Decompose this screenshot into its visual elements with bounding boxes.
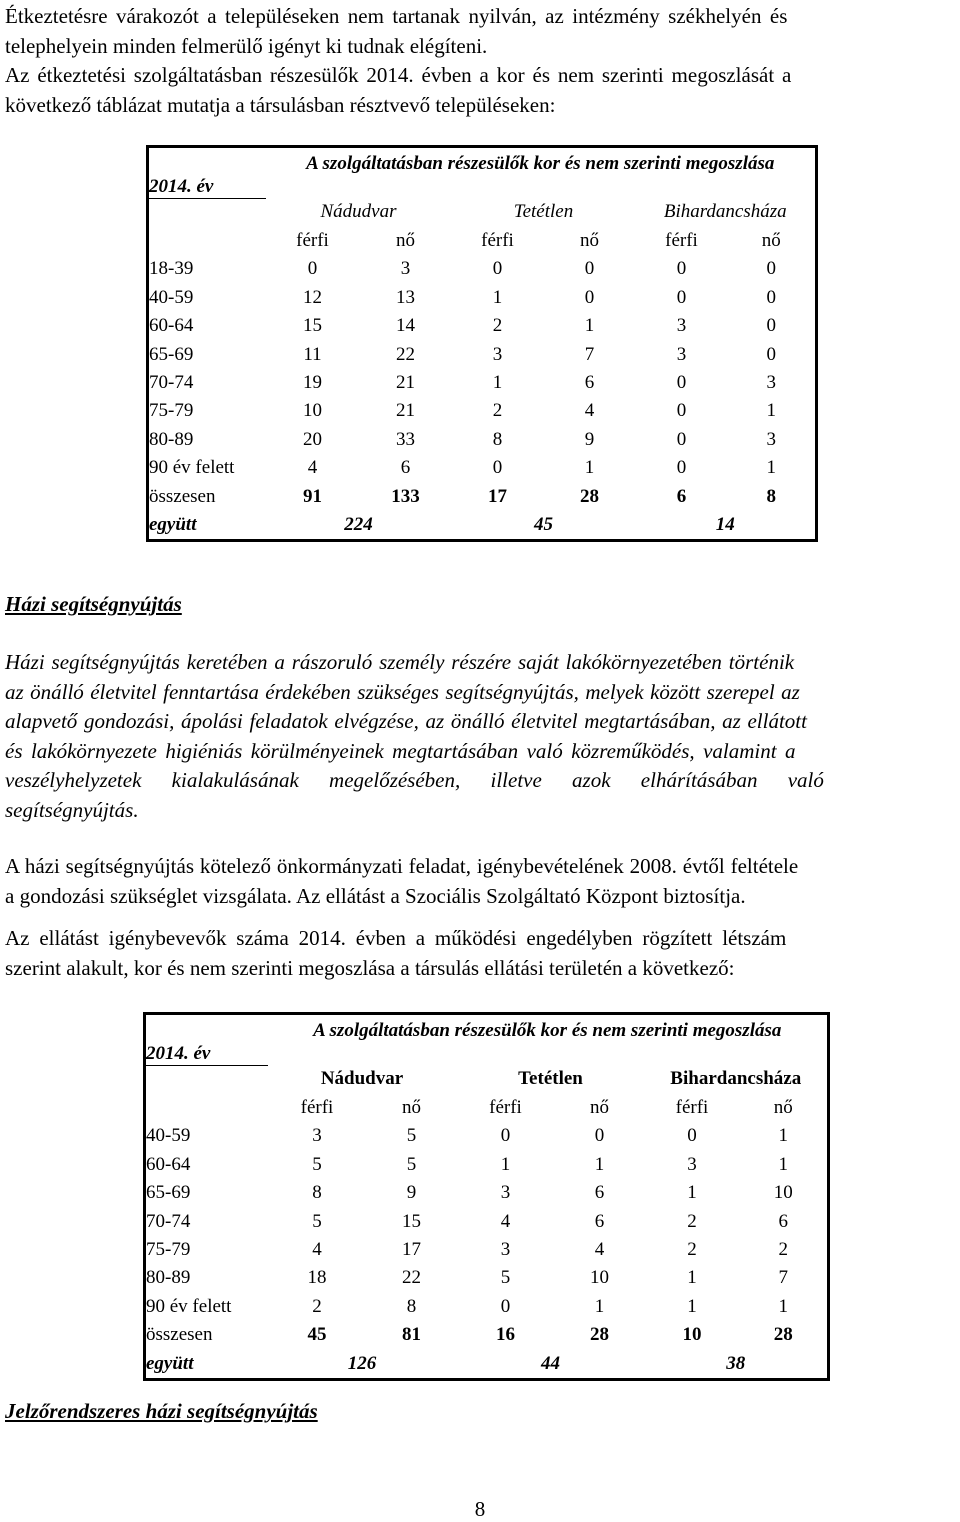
gender-header: nő — [396, 230, 415, 252]
table-row — [145, 1179, 829, 1207]
cell: 8 — [406, 1295, 417, 1317]
cell: 6 — [740, 1207, 829, 1235]
cell: 22 — [396, 343, 415, 365]
table-row — [145, 1264, 829, 1292]
cell: 0 — [500, 1295, 511, 1317]
total-row — [145, 1321, 829, 1349]
age-group-label: 60-64 — [148, 312, 266, 340]
cell: 0 — [492, 258, 503, 280]
cell: 1 — [740, 1293, 829, 1321]
age-group-label: 90 év felett — [145, 1293, 268, 1321]
cell: 45 — [307, 1324, 327, 1346]
cell: 0 — [728, 284, 817, 312]
cell: 10 — [303, 400, 322, 422]
cell: 0 — [584, 258, 595, 280]
cell: 17 — [402, 1239, 421, 1261]
cell: 0 — [676, 372, 687, 394]
cell: 0 — [676, 400, 687, 422]
cell: 9 — [406, 1182, 417, 1204]
together-row — [148, 511, 817, 541]
paragraph-line: Házi segítségnyújtás keretében a rászoruló személy részére saját lakókörnyezetében történik — [5, 650, 795, 674]
settlement-header: Tetétlen — [513, 201, 574, 223]
cell: 8 — [312, 1182, 322, 1204]
cell: 12 — [303, 286, 322, 308]
cell: 81 — [402, 1324, 421, 1346]
age-group-label: 65-69 — [148, 340, 266, 368]
cell: 8 — [728, 482, 817, 510]
cell: 0 — [728, 255, 817, 283]
cell: 1 — [500, 1153, 511, 1175]
age-group-label: 60-64 — [145, 1151, 268, 1179]
cell: 20 — [303, 428, 322, 450]
age-group-label: 40-59 — [145, 1122, 268, 1150]
cell: 3 — [312, 1125, 322, 1147]
meals-distribution-table — [146, 145, 818, 542]
cell: 2 — [492, 400, 503, 422]
table-row — [148, 312, 817, 340]
cell: 15 — [402, 1210, 421, 1232]
table-row — [145, 1293, 829, 1321]
together-label: együtt — [145, 1349, 268, 1379]
gender-header: nő — [728, 227, 817, 255]
intro-line: Az étkeztetési szolgáltatásban részesülők 2014. évben a kor és nem szerinti megoszlását a — [5, 63, 792, 87]
cell: 38 — [645, 1349, 829, 1379]
intro-line: telephelyein minden felmerülő igényt ki tudnak elégíteni. — [5, 33, 488, 58]
intro-paragraph — [5, 2, 955, 120]
age-group-label: 80-89 — [148, 426, 266, 454]
cell: 0 — [500, 1125, 511, 1147]
cell: 0 — [676, 286, 687, 308]
cell: 3 — [728, 426, 817, 454]
cell: 1 — [492, 286, 503, 308]
cell: 13 — [396, 286, 415, 308]
age-group-label: 75-79 — [148, 397, 266, 425]
gender-header: férfi — [675, 1097, 709, 1119]
section-heading: Jelzőrendszeres házi segítségnyújtás — [5, 1399, 318, 1423]
home-care-distribution-table — [143, 1012, 830, 1381]
cell: 5 — [312, 1153, 322, 1175]
table-row — [145, 1207, 829, 1235]
cell: 2 — [492, 315, 503, 337]
gender-header: nő — [590, 1097, 609, 1119]
cell: 5 — [500, 1267, 511, 1289]
cell: 3 — [500, 1239, 511, 1261]
cell: 7 — [740, 1264, 829, 1292]
intro-line: Étkeztetésre várakozót a településeken nem tartanak nyilván, az intézmény székhelyén és — [5, 4, 788, 28]
cell: 224 — [266, 511, 452, 541]
cell: 1 — [728, 397, 817, 425]
cell: 91 — [303, 485, 322, 507]
gender-header: férfi — [296, 230, 329, 252]
cell: 11 — [303, 343, 322, 365]
cell: 18 — [307, 1267, 327, 1289]
table-row — [148, 426, 817, 454]
settlement-header: Nádudvar — [320, 201, 397, 223]
table-title: A szolgáltatásban részesülők kor és nem szerinti megoszlása — [266, 147, 817, 181]
cell: 0 — [676, 258, 687, 280]
intro-line: következő táblázat mutatja a társulásban résztvevő településeken: — [5, 92, 556, 117]
cell: 1 — [584, 315, 595, 337]
paragraph-line: A házi segítségnyújtás kötelező önkormányzati feladat, igénybevételének 2008. évtől feltétele — [5, 854, 799, 878]
age-group-label: 75-79 — [145, 1236, 268, 1264]
cell: 14 — [636, 511, 817, 541]
settlement-header: Tetétlen — [518, 1068, 583, 1090]
cell: 126 — [268, 1349, 457, 1379]
cell: 2 — [687, 1239, 697, 1261]
table-row — [148, 454, 817, 482]
cell: 3 — [687, 1153, 697, 1175]
paragraph-line: veszélyhelyzetek kialakulásának megelőzésében, illetve azok elhárításában való — [5, 768, 824, 792]
table-row — [145, 1236, 829, 1264]
year-label: 2014. év — [148, 147, 266, 199]
age-group-label: 90 év felett — [148, 454, 266, 482]
cell: 2 — [740, 1236, 829, 1264]
cell: 19 — [303, 372, 322, 394]
cell: 8 — [492, 428, 503, 450]
gender-header: nő — [740, 1094, 829, 1122]
cell: 6 — [594, 1182, 605, 1204]
cell: 1 — [687, 1295, 697, 1317]
year-label: 2014. év — [145, 1014, 268, 1066]
paragraph-line: az önálló életvitel fenntartása érdekében szükséges segítségnyújtás, melyek között szerepel az — [5, 679, 800, 704]
cell: 6 — [594, 1210, 605, 1232]
cell: 16 — [496, 1324, 515, 1346]
cell: 17 — [488, 485, 507, 507]
cell: 6 — [676, 485, 687, 507]
cell: 33 — [396, 428, 415, 450]
cell: 1 — [594, 1153, 605, 1175]
table-row — [148, 284, 817, 312]
cell: 3 — [400, 258, 411, 280]
cell: 9 — [584, 428, 595, 450]
cell: 4 — [584, 400, 595, 422]
cell: 3 — [500, 1182, 511, 1204]
total-label: összesen — [145, 1321, 268, 1349]
cell: 0 — [492, 457, 503, 479]
cell: 0 — [594, 1125, 605, 1147]
cell: 1 — [740, 1151, 829, 1179]
cell: 22 — [402, 1267, 421, 1289]
cell: 0 — [728, 312, 817, 340]
together-row — [145, 1349, 829, 1379]
cell: 0 — [584, 286, 595, 308]
gender-header: férfi — [300, 1097, 334, 1119]
cell: 0 — [676, 457, 687, 479]
cell: 14 — [396, 315, 415, 337]
cell: 0 — [728, 340, 817, 368]
cell: 5 — [406, 1153, 417, 1175]
mandatory-task-paragraph — [5, 852, 955, 911]
page-number: 8 — [474, 1497, 486, 1521]
cell: 1 — [728, 454, 817, 482]
cell: 10 — [590, 1267, 609, 1289]
cell: 45 — [452, 511, 636, 541]
gender-header: férfi — [489, 1097, 522, 1119]
cell: 3 — [676, 315, 687, 337]
cell: 3 — [676, 343, 687, 365]
cell: 1 — [687, 1267, 697, 1289]
cell: 6 — [400, 457, 411, 479]
table-title: A szolgáltatásban részesülők kor és nem szerinti megoszlása — [268, 1014, 829, 1048]
cell: 0 — [676, 428, 687, 450]
home-care-paragraph — [5, 648, 955, 825]
cell: 1 — [584, 457, 595, 479]
cell: 1 — [687, 1182, 697, 1204]
cell: 0 — [687, 1125, 697, 1147]
age-group-label: 40-59 — [148, 284, 266, 312]
cell: 2 — [687, 1210, 697, 1232]
cell: 28 — [580, 485, 599, 507]
paragraph-line: a gondozási szükséglet vizsgálata. Az ellátást a Szociális Szolgáltató Központ biztosítja. — [5, 883, 746, 908]
table-row — [145, 1151, 829, 1179]
table-row — [148, 255, 817, 283]
paragraph-line: alapvető gondozási, ápolási feladatok elvégzése, az önálló életvitel megtartásában, az ellátott — [5, 709, 807, 733]
cell: 4 — [500, 1210, 511, 1232]
gender-header: nő — [580, 230, 599, 252]
cell: 1 — [492, 372, 503, 394]
cell: 1 — [594, 1295, 605, 1317]
gender-header: férfi — [665, 230, 698, 252]
cell: 28 — [590, 1324, 609, 1346]
paragraph-line: Az ellátást igénybevevők száma 2014. évben a működési engedélyben rögzített létszám — [5, 926, 787, 950]
age-group-label: 80-89 — [145, 1264, 268, 1292]
cell: 2 — [312, 1295, 322, 1317]
age-group-label: 70-74 — [148, 369, 266, 397]
cell: 3 — [728, 369, 817, 397]
table-row — [148, 340, 817, 368]
cell: 15 — [303, 315, 322, 337]
cell: 4 — [312, 1239, 322, 1261]
gender-header: férfi — [481, 230, 514, 252]
users-paragraph — [5, 924, 955, 983]
table-row — [145, 1122, 829, 1150]
cell: 21 — [396, 400, 415, 422]
cell: 1 — [740, 1122, 829, 1150]
age-group-label: 65-69 — [145, 1179, 268, 1207]
paragraph-line: segítségnyújtás. — [5, 797, 139, 822]
age-group-label: 18-39 — [148, 255, 266, 283]
gender-header: nő — [402, 1097, 421, 1119]
total-row — [148, 482, 817, 510]
settlement-header: Bihardancsháza — [645, 1065, 829, 1094]
cell: 44 — [457, 1349, 645, 1379]
paragraph-line: szerint alakult, kor és nem szerinti megoszlása a társulás ellátási területén a következő: — [5, 955, 735, 980]
settlement-header: Nádudvar — [320, 1068, 404, 1090]
table-row — [148, 397, 817, 425]
total-label: összesen — [148, 482, 266, 510]
cell: 4 — [307, 457, 318, 479]
cell: 28 — [740, 1321, 829, 1349]
cell: 10 — [740, 1179, 829, 1207]
paragraph-line: és lakókörnyezete higiéniás körülményeinek megtartásában való közreműködés, valamint a — [5, 738, 796, 763]
section-heading: Házi segítségnyújtás — [5, 592, 182, 616]
age-group-label: 70-74 — [145, 1207, 268, 1235]
settlement-header: Bihardancsháza — [636, 198, 817, 227]
together-label: együtt — [148, 511, 266, 541]
cell: 0 — [307, 258, 318, 280]
table-row — [148, 369, 817, 397]
cell: 7 — [584, 343, 595, 365]
cell: 10 — [682, 1324, 702, 1346]
cell: 133 — [391, 485, 420, 507]
cell: 5 — [406, 1125, 417, 1147]
cell: 3 — [492, 343, 503, 365]
cell: 6 — [584, 372, 595, 394]
cell: 4 — [594, 1239, 605, 1261]
cell: 21 — [396, 372, 415, 394]
cell: 5 — [312, 1210, 322, 1232]
